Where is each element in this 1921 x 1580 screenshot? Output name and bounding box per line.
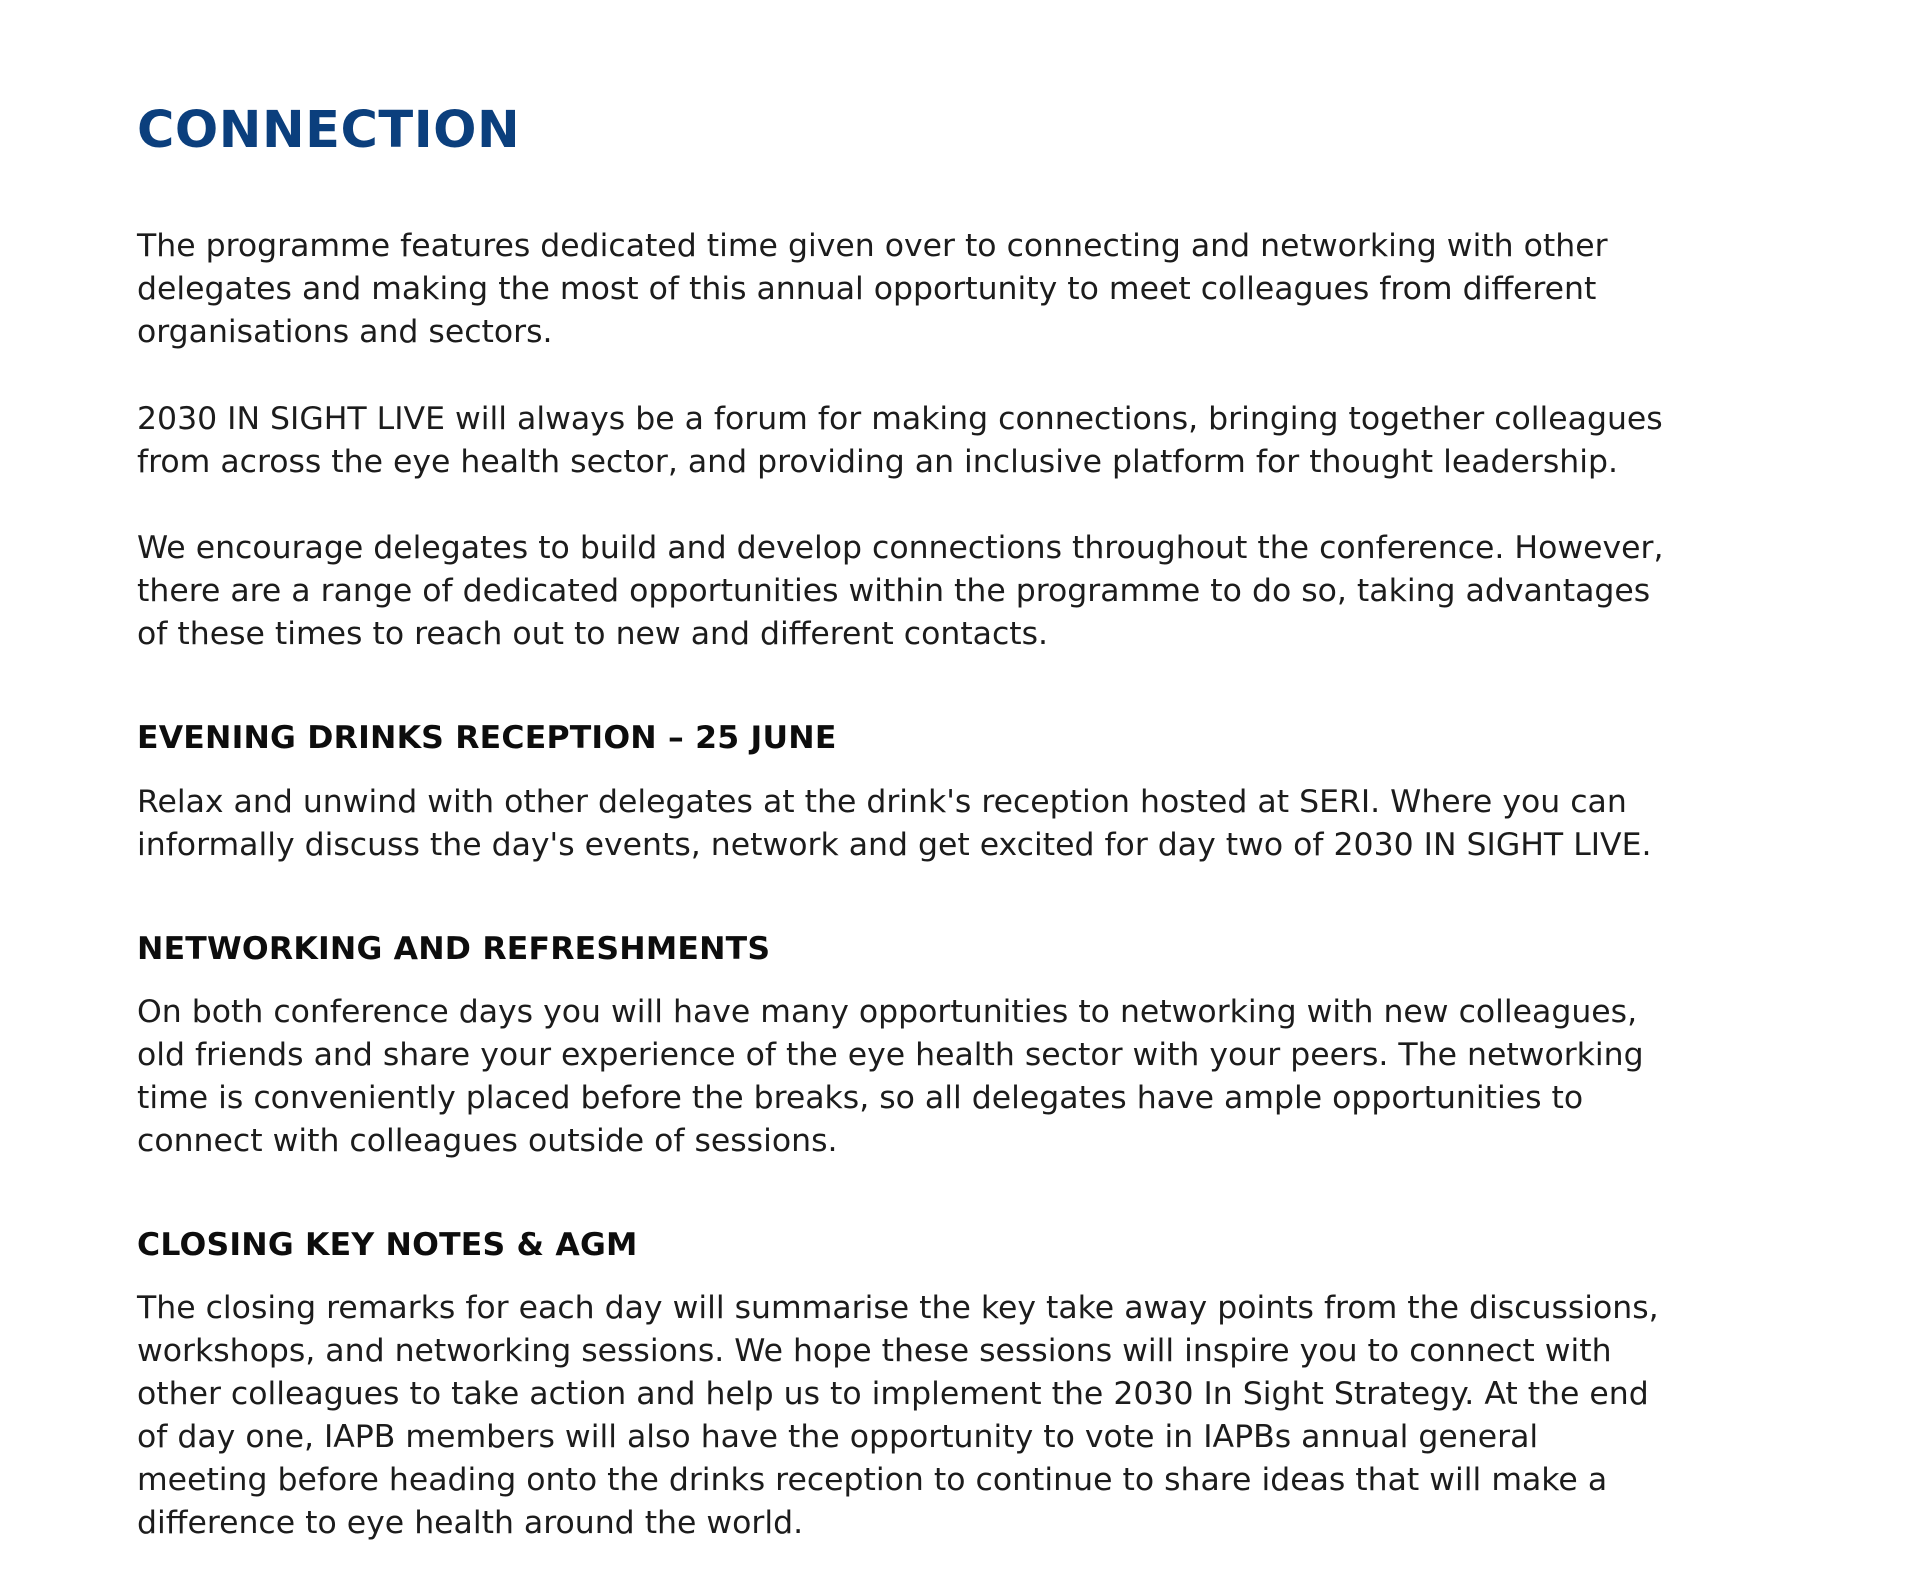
section-body-networking: On both conference days you will have many opportunities to networking with new colleagues, old friends and share your experience of the eye health sector with your peers. The networking time is conveniently placed before the breaks, so all delegates have ample opportunities to connect with colleagues outside of sessions. xyxy=(137,994,1644,1159)
intro-paragraph-1: The programme features dedicated time given over to connecting and networking with other delegates and making the most of this annual opportunity to meet colleagues from different organisations and sectors. xyxy=(137,228,1608,350)
section-heading-networking: NETWORKING AND REFRESHMENTS xyxy=(137,931,771,967)
section-heading-drinks-reception: EVENING DRINKS RECEPTION – 25 JUNE xyxy=(137,720,837,756)
page-title: CONNECTION xyxy=(137,101,521,160)
section-body-closing-keynotes: The closing remarks for each day will summarise the key take away points from the discussions, workshops, and networking sessions. We hope these sessions will inspire you to connect with other colleagues to take action and help us to implement the 2030 In Sight Strategy. At the end of day one, IAPB members will also have the opportunity to vote in IAPBs annual general meeting before heading onto the drinks reception to continue to share ideas that will make a difference to eye health around the world. xyxy=(137,1290,1659,1541)
section-body-drinks-reception: Relax and unwind with other delegates at the drink's reception hosted at SERI. Where you can informally discuss the day's events, network and get excited for day two of 2030 IN SIGHT LIVE. xyxy=(137,784,1652,863)
intro-paragraph-3: We encourage delegates to build and develop connections throughout the conference. However, there are a range of dedicated opportunities within the programme to do so, taking advantages of these times to reach out to new and different contacts. xyxy=(137,530,1664,652)
section-heading-closing-keynotes: CLOSING KEY NOTES & AGM xyxy=(137,1227,638,1263)
intro-paragraph-2: 2030 IN SIGHT LIVE will always be a forum for making connections, bringing together colleagues from across the eye health sector, and providing an inclusive platform for thought leadership. xyxy=(137,401,1663,480)
